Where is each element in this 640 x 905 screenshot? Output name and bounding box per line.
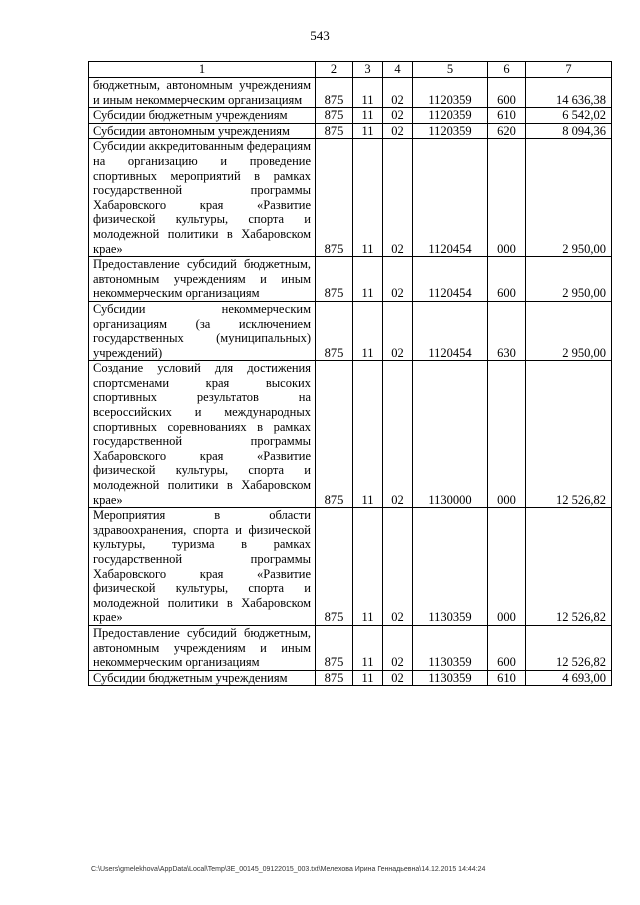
ministry-code: 875 xyxy=(316,625,353,670)
expense-type-code: 000 xyxy=(488,361,526,508)
amount: 14 636,38 xyxy=(526,78,612,108)
row-description: Субсидии некоммерческим организациям (за исключением государственных (муниципальных) учреждений) xyxy=(89,301,316,360)
expense-type-code: 000 xyxy=(488,139,526,257)
column-header: 1 xyxy=(89,62,316,78)
ministry-code: 875 xyxy=(316,670,353,686)
section-code: 11 xyxy=(353,108,383,124)
section-code: 11 xyxy=(353,78,383,108)
budget-table xyxy=(88,61,612,686)
column-header: 3 xyxy=(353,62,383,78)
table-row xyxy=(89,257,612,302)
row-description: Создание условий для достижения спортсменами края высоких спортивных результатов на всероссийских и международных спортивных соревнованиях в рамках государственной программы Хабаровского края «Развитие физической культуры, спорта и молодежной политики в Хабаровском крае» xyxy=(89,361,316,508)
section-code: 11 xyxy=(353,257,383,302)
row-description: Предоставление субсидий бюджетным, автономным учреждениям и иным некоммерческим организациям xyxy=(89,257,316,302)
ministry-code: 875 xyxy=(316,139,353,257)
expense-type-code: 620 xyxy=(488,123,526,139)
subsection-code: 02 xyxy=(383,139,413,257)
expense-type-code: 630 xyxy=(488,301,526,360)
expense-type-code: 610 xyxy=(488,108,526,124)
subsection-code: 02 xyxy=(383,670,413,686)
expense-type-code: 600 xyxy=(488,625,526,670)
subsection-code: 02 xyxy=(383,257,413,302)
file-path-footer: C:\Users\gmelekhova\AppData\Local\Temp\3E_00145_09122015_003.txt\Мелехова Ирина Геннадьевна\14.12.2015 14:44:24 xyxy=(91,866,486,873)
row-description: Мероприятия в области здравоохранения, спорта и физической культуры, туризма в рамках государственной программы Хабаровского края «Развитие физической культуры, спорта и молодежной политики в Хабаровском крае» xyxy=(89,508,316,626)
target-article-code: 1120359 xyxy=(413,108,488,124)
column-header: 4 xyxy=(383,62,413,78)
target-article-code: 1120454 xyxy=(413,257,488,302)
subsection-code: 02 xyxy=(383,78,413,108)
target-article-code: 1130359 xyxy=(413,670,488,686)
table-body xyxy=(89,78,612,686)
ministry-code: 875 xyxy=(316,361,353,508)
target-article-code: 1130000 xyxy=(413,361,488,508)
section-code: 11 xyxy=(353,301,383,360)
subsection-code: 02 xyxy=(383,301,413,360)
section-code: 11 xyxy=(353,508,383,626)
amount: 12 526,82 xyxy=(526,361,612,508)
table-row xyxy=(89,361,612,508)
expense-type-code: 600 xyxy=(488,257,526,302)
expense-type-code: 600 xyxy=(488,78,526,108)
section-code: 11 xyxy=(353,670,383,686)
section-code: 11 xyxy=(353,625,383,670)
amount: 12 526,82 xyxy=(526,508,612,626)
section-code: 11 xyxy=(353,139,383,257)
ministry-code: 875 xyxy=(316,301,353,360)
amount: 12 526,82 xyxy=(526,625,612,670)
ministry-code: 875 xyxy=(316,123,353,139)
amount: 2 950,00 xyxy=(526,301,612,360)
table-row xyxy=(89,625,612,670)
section-code: 11 xyxy=(353,361,383,508)
subsection-code: 02 xyxy=(383,361,413,508)
table-row xyxy=(89,108,612,124)
ministry-code: 875 xyxy=(316,508,353,626)
ministry-code: 875 xyxy=(316,78,353,108)
row-description: бюджетным, автономным учреждениям и иным некоммерческим организациям xyxy=(89,78,316,108)
table-row xyxy=(89,508,612,626)
subsection-code: 02 xyxy=(383,508,413,626)
subsection-code: 02 xyxy=(383,108,413,124)
subsection-code: 02 xyxy=(383,625,413,670)
column-header: 6 xyxy=(488,62,526,78)
amount: 4 693,00 xyxy=(526,670,612,686)
row-description: Субсидии автономным учреждениям xyxy=(89,123,316,139)
ministry-code: 875 xyxy=(316,108,353,124)
section-code: 11 xyxy=(353,123,383,139)
row-description: Предоставление субсидий бюджетным, автономным учреждениям и иным некоммерческим организациям xyxy=(89,625,316,670)
table-row xyxy=(89,139,612,257)
expense-type-code: 610 xyxy=(488,670,526,686)
table-header-row xyxy=(89,62,612,78)
target-article-code: 1120454 xyxy=(413,139,488,257)
row-description: Субсидии аккредитованным федерациям на организацию и проведение спортивных мероприятий в рамках государственной программы Хабаровского края «Развитие физической культуры, спорта и молодежной политики в Хабаровском крае» xyxy=(89,139,316,257)
table-row xyxy=(89,123,612,139)
column-header: 7 xyxy=(526,62,612,78)
row-description: Субсидии бюджетным учреждениям xyxy=(89,108,316,124)
target-article-code: 1130359 xyxy=(413,508,488,626)
target-article-code: 1120359 xyxy=(413,78,488,108)
row-description: Субсидии бюджетным учреждениям xyxy=(89,670,316,686)
table-row xyxy=(89,670,612,686)
subsection-code: 02 xyxy=(383,123,413,139)
amount: 2 950,00 xyxy=(526,257,612,302)
expense-type-code: 000 xyxy=(488,508,526,626)
amount: 6 542,02 xyxy=(526,108,612,124)
column-header: 2 xyxy=(316,62,353,78)
target-article-code: 1120359 xyxy=(413,123,488,139)
page-number: 543 xyxy=(310,28,330,43)
column-header: 5 xyxy=(413,62,488,78)
amount: 2 950,00 xyxy=(526,139,612,257)
target-article-code: 1120454 xyxy=(413,301,488,360)
ministry-code: 875 xyxy=(316,257,353,302)
amount: 8 094,36 xyxy=(526,123,612,139)
target-article-code: 1130359 xyxy=(413,625,488,670)
table-row xyxy=(89,301,612,360)
table-row xyxy=(89,78,612,108)
